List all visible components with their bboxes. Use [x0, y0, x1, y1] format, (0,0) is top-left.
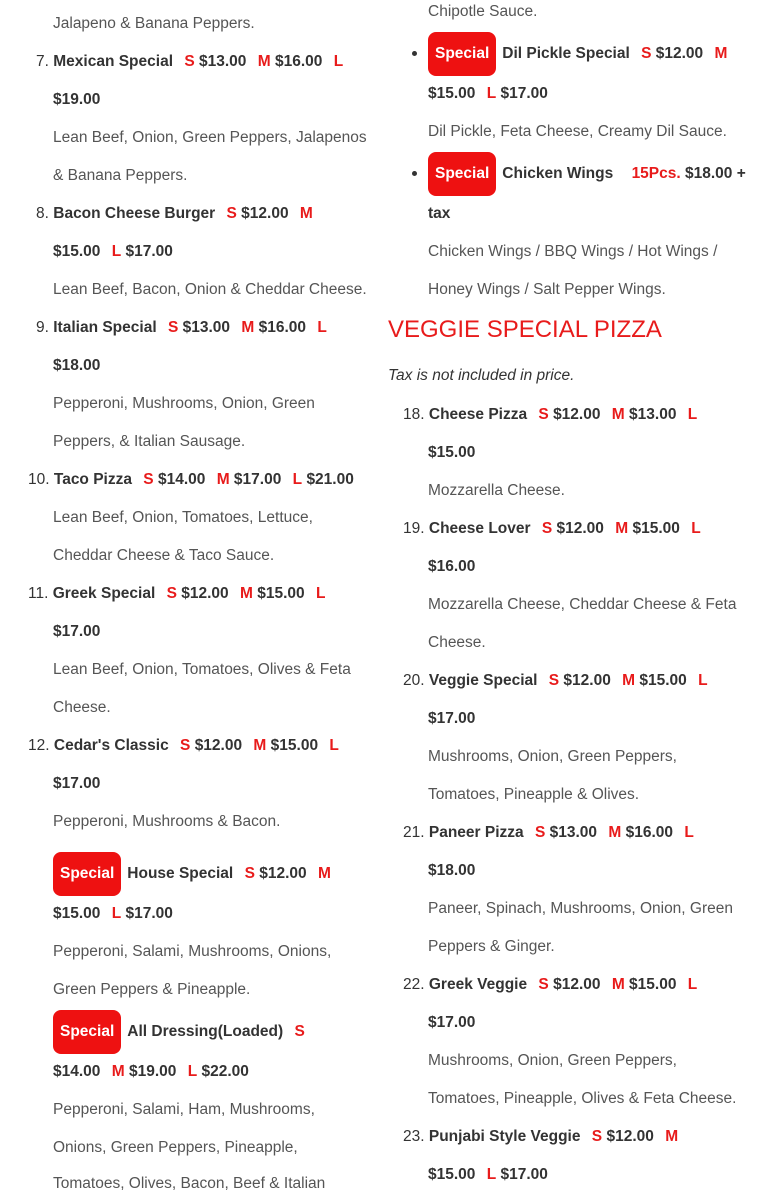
size-s-label: S: [538, 976, 549, 993]
item-name: Punjabi Style Veggie: [428, 1128, 581, 1145]
price-m: $15.00: [632, 520, 680, 537]
item-description: Mushrooms, Onion, Green Peppers,: [428, 1052, 677, 1069]
special-item-chicken-wings: [428, 152, 746, 196]
price-m: $16.00: [258, 319, 306, 336]
size-m-label: M: [299, 205, 313, 222]
item-description: Cheese.: [428, 634, 486, 651]
item-description: Peppers, & Italian Sausage.: [53, 433, 246, 450]
item-description: Paneer, Spinach, Mushrooms, Onion, Green: [428, 900, 733, 917]
price-m: $15.00: [257, 585, 305, 602]
item-description: Chipotle Sauce.: [428, 3, 538, 20]
size-l-label: L: [698, 672, 708, 689]
price-m: $15.00: [428, 1166, 476, 1183]
item-description: Lean Beef, Onion, Tomatoes, Olives & Feta: [53, 661, 351, 678]
bullet-icon: [412, 171, 417, 176]
item-description: Pepperoni, Salami, Ham, Mushrooms,: [53, 1101, 315, 1118]
size-s-label: S: [538, 406, 549, 423]
item-name: Veggie Special: [428, 672, 538, 689]
item-name: Dil Pickle Special: [502, 45, 630, 63]
item-number: 20.: [403, 672, 425, 689]
size-s-label: S: [180, 737, 191, 754]
item-name: Mexican Special: [53, 53, 174, 70]
menu-item-10: [28, 470, 354, 490]
size-m-label: M: [608, 824, 622, 841]
item-description: Cheese.: [53, 699, 111, 716]
price-s: $12.00: [181, 585, 229, 602]
item-description: & Banana Peppers.: [53, 167, 188, 184]
item-name: Greek Special: [52, 585, 156, 602]
item-number: 22.: [403, 976, 425, 993]
price-l: $17.00: [125, 243, 173, 260]
price-m: $13.00: [629, 406, 677, 423]
size-l-label: L: [333, 53, 344, 70]
size-s-label: S: [244, 865, 255, 883]
menu-item-23-prices: [428, 1165, 548, 1185]
item-number: 9.: [36, 319, 49, 336]
menu-item-11: [28, 584, 325, 604]
price-l: $17.00: [500, 1166, 548, 1183]
item-description: Pepperoni, Mushrooms, Onion, Green: [53, 395, 315, 412]
item-description: Tomatoes, Pineapple & Olives.: [428, 786, 640, 803]
size-s-label: S: [294, 1023, 305, 1041]
size-s-label: S: [226, 205, 237, 222]
size-l-label: L: [111, 905, 122, 922]
price-l: $17.00: [53, 775, 101, 792]
size-l-label: L: [111, 243, 122, 260]
size-l-label: L: [684, 824, 694, 841]
size-m-label: M: [216, 471, 230, 488]
size-s-label: S: [167, 319, 179, 336]
price-s: $12.00: [606, 1128, 654, 1145]
special-item-house-prices: [53, 904, 173, 924]
size-l-label: L: [187, 1063, 198, 1080]
size-s-label: S: [541, 520, 553, 537]
size-m-label: M: [714, 45, 728, 63]
size-l-label: L: [691, 520, 701, 537]
item-description: Cheddar Cheese & Taco Sauce.: [53, 547, 275, 564]
price-m: $15.00: [53, 243, 101, 260]
price-m: $16.00: [274, 53, 323, 70]
special-badge: Special: [53, 852, 121, 896]
size-s-label: S: [143, 471, 154, 488]
price-m: $15.00: [270, 737, 319, 754]
bullet-icon: [412, 51, 417, 56]
item-description: Lean Beef, Onion, Green Peppers, Jalapenos: [53, 129, 367, 146]
price-s: $12.00: [655, 45, 704, 63]
size-m-label: M: [611, 406, 625, 423]
item-description: Peppers & Ginger.: [428, 938, 555, 955]
size-s-label: S: [184, 53, 195, 70]
size-l-label: L: [687, 976, 698, 993]
size-s-label: S: [591, 1128, 603, 1145]
item-description: Chicken Wings / BBQ Wings / Hot Wings /: [428, 243, 718, 260]
price-l: $19.00: [53, 91, 101, 108]
size-m-label: M: [257, 53, 271, 70]
item-number: 21.: [403, 824, 425, 841]
price-l: $17.00: [428, 710, 476, 727]
menu-item-8: [36, 204, 313, 224]
special-badge: Special: [428, 152, 496, 196]
item-description: Jalapeno & Banana Peppers.: [53, 15, 255, 32]
item-number: 7.: [36, 53, 49, 70]
menu-item-22: [403, 975, 697, 995]
item-description: Green Peppers & Pineapple.: [53, 981, 251, 998]
item-name: Cedar's Classic: [53, 737, 169, 754]
price-l: $15.00: [428, 444, 476, 461]
size-s-label: S: [534, 824, 546, 841]
item-description: Pepperoni, Salami, Mushrooms, Onions,: [53, 943, 332, 960]
price-l: $17.00: [428, 1014, 476, 1031]
special-item-dil-pickle-prices: [428, 84, 548, 104]
price-l: $21.00: [306, 471, 354, 488]
item-description: Onions, Green Peppers, Pineapple,: [53, 1139, 298, 1156]
price-l: $18.00: [428, 862, 476, 879]
pieces-label: 15Pcs.: [631, 165, 681, 183]
item-number: 19.: [403, 520, 425, 537]
price-m: $16.00: [625, 824, 674, 841]
size-m-label: M: [317, 865, 331, 883]
item-number: 11.: [28, 585, 49, 602]
size-s-label: S: [548, 672, 560, 689]
item-description: Mozzarella Cheese, Cheddar Cheese & Feta: [428, 596, 737, 613]
menu-item-20: [403, 671, 708, 691]
price-s: $12.00: [259, 865, 307, 883]
price-l: $16.00: [428, 558, 476, 575]
item-description: Honey Wings / Salt Pepper Wings.: [428, 281, 666, 298]
item-description: Lean Beef, Onion, Tomatoes, Lettuce,: [53, 509, 313, 526]
size-m-label: M: [611, 976, 625, 993]
special-item-dil-pickle: [428, 32, 727, 76]
menu-item-7: [36, 52, 343, 72]
price-m: $15.00: [428, 85, 476, 102]
size-l-label: L: [486, 85, 497, 102]
item-description: Lean Beef, Bacon, Onion & Cheddar Cheese.: [53, 281, 367, 298]
size-m-label: M: [239, 585, 253, 602]
menu-item-12: [28, 736, 339, 756]
price-s: $14.00: [157, 471, 206, 488]
menu-item-8-prices: [53, 242, 173, 262]
menu-item-9: [36, 318, 327, 338]
size-m-label: M: [111, 1063, 125, 1080]
price-l: $17.00: [500, 85, 548, 102]
price-l: $17.00: [53, 623, 101, 640]
price-m: $15.00: [629, 976, 677, 993]
price-l: $18.00: [53, 357, 101, 374]
item-description: Tomatoes, Olives, Bacon, Beef & Italian: [53, 1175, 326, 1192]
size-m-label: M: [665, 1128, 679, 1145]
price-s: $12.00: [241, 205, 289, 222]
item-number: 12.: [28, 737, 50, 754]
special-item-all-dressing: [53, 1010, 305, 1054]
special-badge: Special: [428, 32, 496, 76]
price-s: $12.00: [553, 406, 601, 423]
price-m: $17.00: [233, 471, 282, 488]
size-l-label: L: [315, 585, 326, 602]
item-name: Italian Special: [53, 319, 157, 336]
item-name: Cheese Pizza: [428, 406, 528, 423]
item-name: Greek Veggie: [428, 976, 528, 993]
price-s: $13.00: [549, 824, 598, 841]
price-s: $12.00: [563, 672, 611, 689]
size-l-label: L: [329, 737, 339, 754]
item-name: Chicken Wings: [502, 165, 614, 183]
tax-note: Tax is not included in price.: [388, 367, 575, 384]
item-number: 18.: [403, 406, 425, 423]
price-m: $15.00: [639, 672, 687, 689]
item-description: Tomatoes, Pineapple, Olives & Feta Cheese.: [428, 1090, 737, 1107]
item-name: Paneer Pizza: [428, 824, 524, 841]
item-description: Mozzarella Cheese.: [428, 482, 565, 499]
price: $18.00 +: [685, 165, 746, 183]
menu-item-19: [403, 519, 701, 539]
menu-item-23: [403, 1127, 678, 1147]
price-s: $12.00: [556, 520, 604, 537]
item-name: Cheese Lover: [428, 520, 531, 537]
size-m-label: M: [241, 319, 255, 336]
size-s-label: S: [641, 45, 652, 63]
menu-item-21: [403, 823, 694, 843]
size-m-label: M: [615, 520, 629, 537]
item-description: Pepperoni, Mushrooms & Bacon.: [53, 813, 281, 830]
size-s-label: S: [166, 585, 177, 602]
menu-item-18: [403, 405, 697, 425]
size-m-label: M: [253, 737, 267, 754]
price-s: $13.00: [182, 319, 231, 336]
special-item-all-dressing-prices: [53, 1062, 249, 1082]
size-l-label: L: [292, 471, 303, 488]
price-s: $12.00: [194, 737, 243, 754]
price-s: $14.00: [53, 1063, 101, 1080]
item-description: Dil Pickle, Feta Cheese, Creamy Dil Sauce.: [428, 123, 727, 140]
item-name: All Dressing(Loaded): [127, 1023, 284, 1041]
size-m-label: M: [622, 672, 636, 689]
size-l-label: L: [687, 406, 698, 423]
special-badge: Special: [53, 1010, 121, 1054]
price-s: $12.00: [553, 976, 601, 993]
price-m: $19.00: [128, 1063, 177, 1080]
section-title: VEGGIE SPECIAL PIZZA: [388, 316, 662, 343]
price-tax: tax: [428, 205, 451, 222]
item-name: House Special: [127, 865, 234, 883]
price-l: $22.00: [201, 1063, 249, 1080]
item-description: Mushrooms, Onion, Green Peppers,: [428, 748, 677, 765]
item-name: Bacon Cheese Burger: [53, 205, 216, 222]
special-item-house: [53, 852, 331, 896]
item-name: Taco Pizza: [53, 471, 132, 488]
price-l: $17.00: [125, 905, 173, 922]
price-m: $15.00: [53, 905, 101, 922]
item-number: 10.: [28, 471, 50, 488]
item-number: 8.: [36, 205, 49, 222]
size-l-label: L: [317, 319, 327, 336]
price-s: $13.00: [198, 53, 247, 70]
size-l-label: L: [486, 1166, 497, 1183]
item-number: 23.: [403, 1128, 425, 1145]
